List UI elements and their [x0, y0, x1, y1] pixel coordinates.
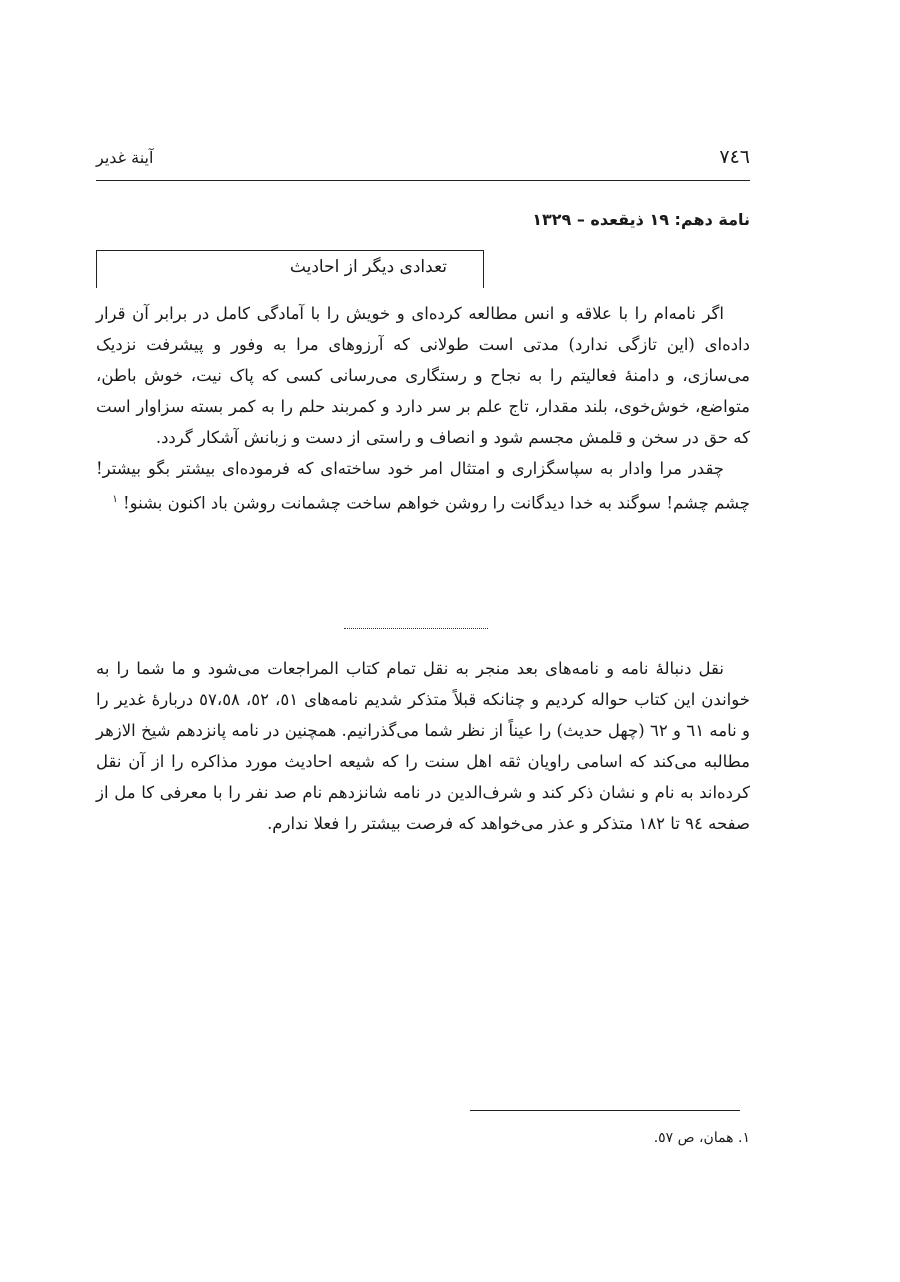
footnote-rule [470, 1110, 740, 1111]
footnote: ١. همان، ص ٥٧. [653, 1130, 750, 1146]
section-title-box [96, 250, 484, 288]
body-text-bottom [96, 653, 750, 839]
page-header [96, 146, 750, 181]
paragraph-2 [96, 453, 750, 519]
running-title: آينة غدير [96, 148, 154, 167]
dotted-separator [344, 622, 488, 629]
paragraph-3: نقل دنبالهٔ نامه و نامه‌های بعد منجر به نقل تمام کتاب المراجعات می‌شود و ما شما را به خواندن این کتاب حواله کردیم و چنانکه قبلاً متذکر شدیم نامه‌های ٥١، ٥٢، ٥٧،٥٨ دربارهٔ غدیر را و نامه ٦١ و ٦٢ (چهل حدیث) را عیناً از نظر شما می‌گذرانیم. همچنین در نامه پانزدهم شیخ الازهر مطالبه می‌کند که اسامی راویان ثقه اهل سنت را که شیعه احادیث مورد مذاکره را از آن نقل کرده‌اند به نام و نشان ذکر کند و شرف‌الدین در نامه شانزدهم نام صد نفر را با معرفی کا مل از صفحه ٩٤ تا ١٨٢ متذکر و عذر می‌خواهد که فرصت بیشتر را فعلا ندارم. [96, 659, 750, 833]
footnote-reference: ١ [112, 494, 118, 505]
body-text-top [96, 298, 750, 519]
letter-heading: نامة دهم: ١٩ ذيقعده – ١٣٢٩ [532, 210, 750, 229]
page-number: ٧٤٦ [719, 146, 750, 168]
section-title: تعدادی دیگر از احادیث [289, 257, 447, 277]
paragraph-2-text: چقدر مرا وادار به سپاسگزاری و امتثال امر خود ساخته‌ای که فرموده‌ای بیشتر بگو بیشتر! چشم چشم! سوگند به خدا دیدگانت را روشن خواهم ساخت چشمانت روشن باد اکنون بشنو! [96, 459, 750, 513]
paragraph-1: اگر نامه‌ام را با علاقه و انس مطالعه کرده‌ای و خویش را با آمادگی کامل در برابر آن قرار داده‌ای (این تازگی ندارد) مدتی است طولانی که آرزوهای مرا به وفور و پیشرفت نزدیک می‌سازی، و دامنهٔ فعالیتم را به نجاح و رستگاری می‌رسانی کسی که پاک نیت، خوش باطن، متواضع، خوش‌خوی، بلند مقدار، تاج علم بر سر دارد و کمربند حلم را به کمر بسته سزاوار است که حق در سخن و قلمش مجسم شود و انصاف و راستی از دست و زبانش آشکار گردد. [96, 304, 750, 447]
